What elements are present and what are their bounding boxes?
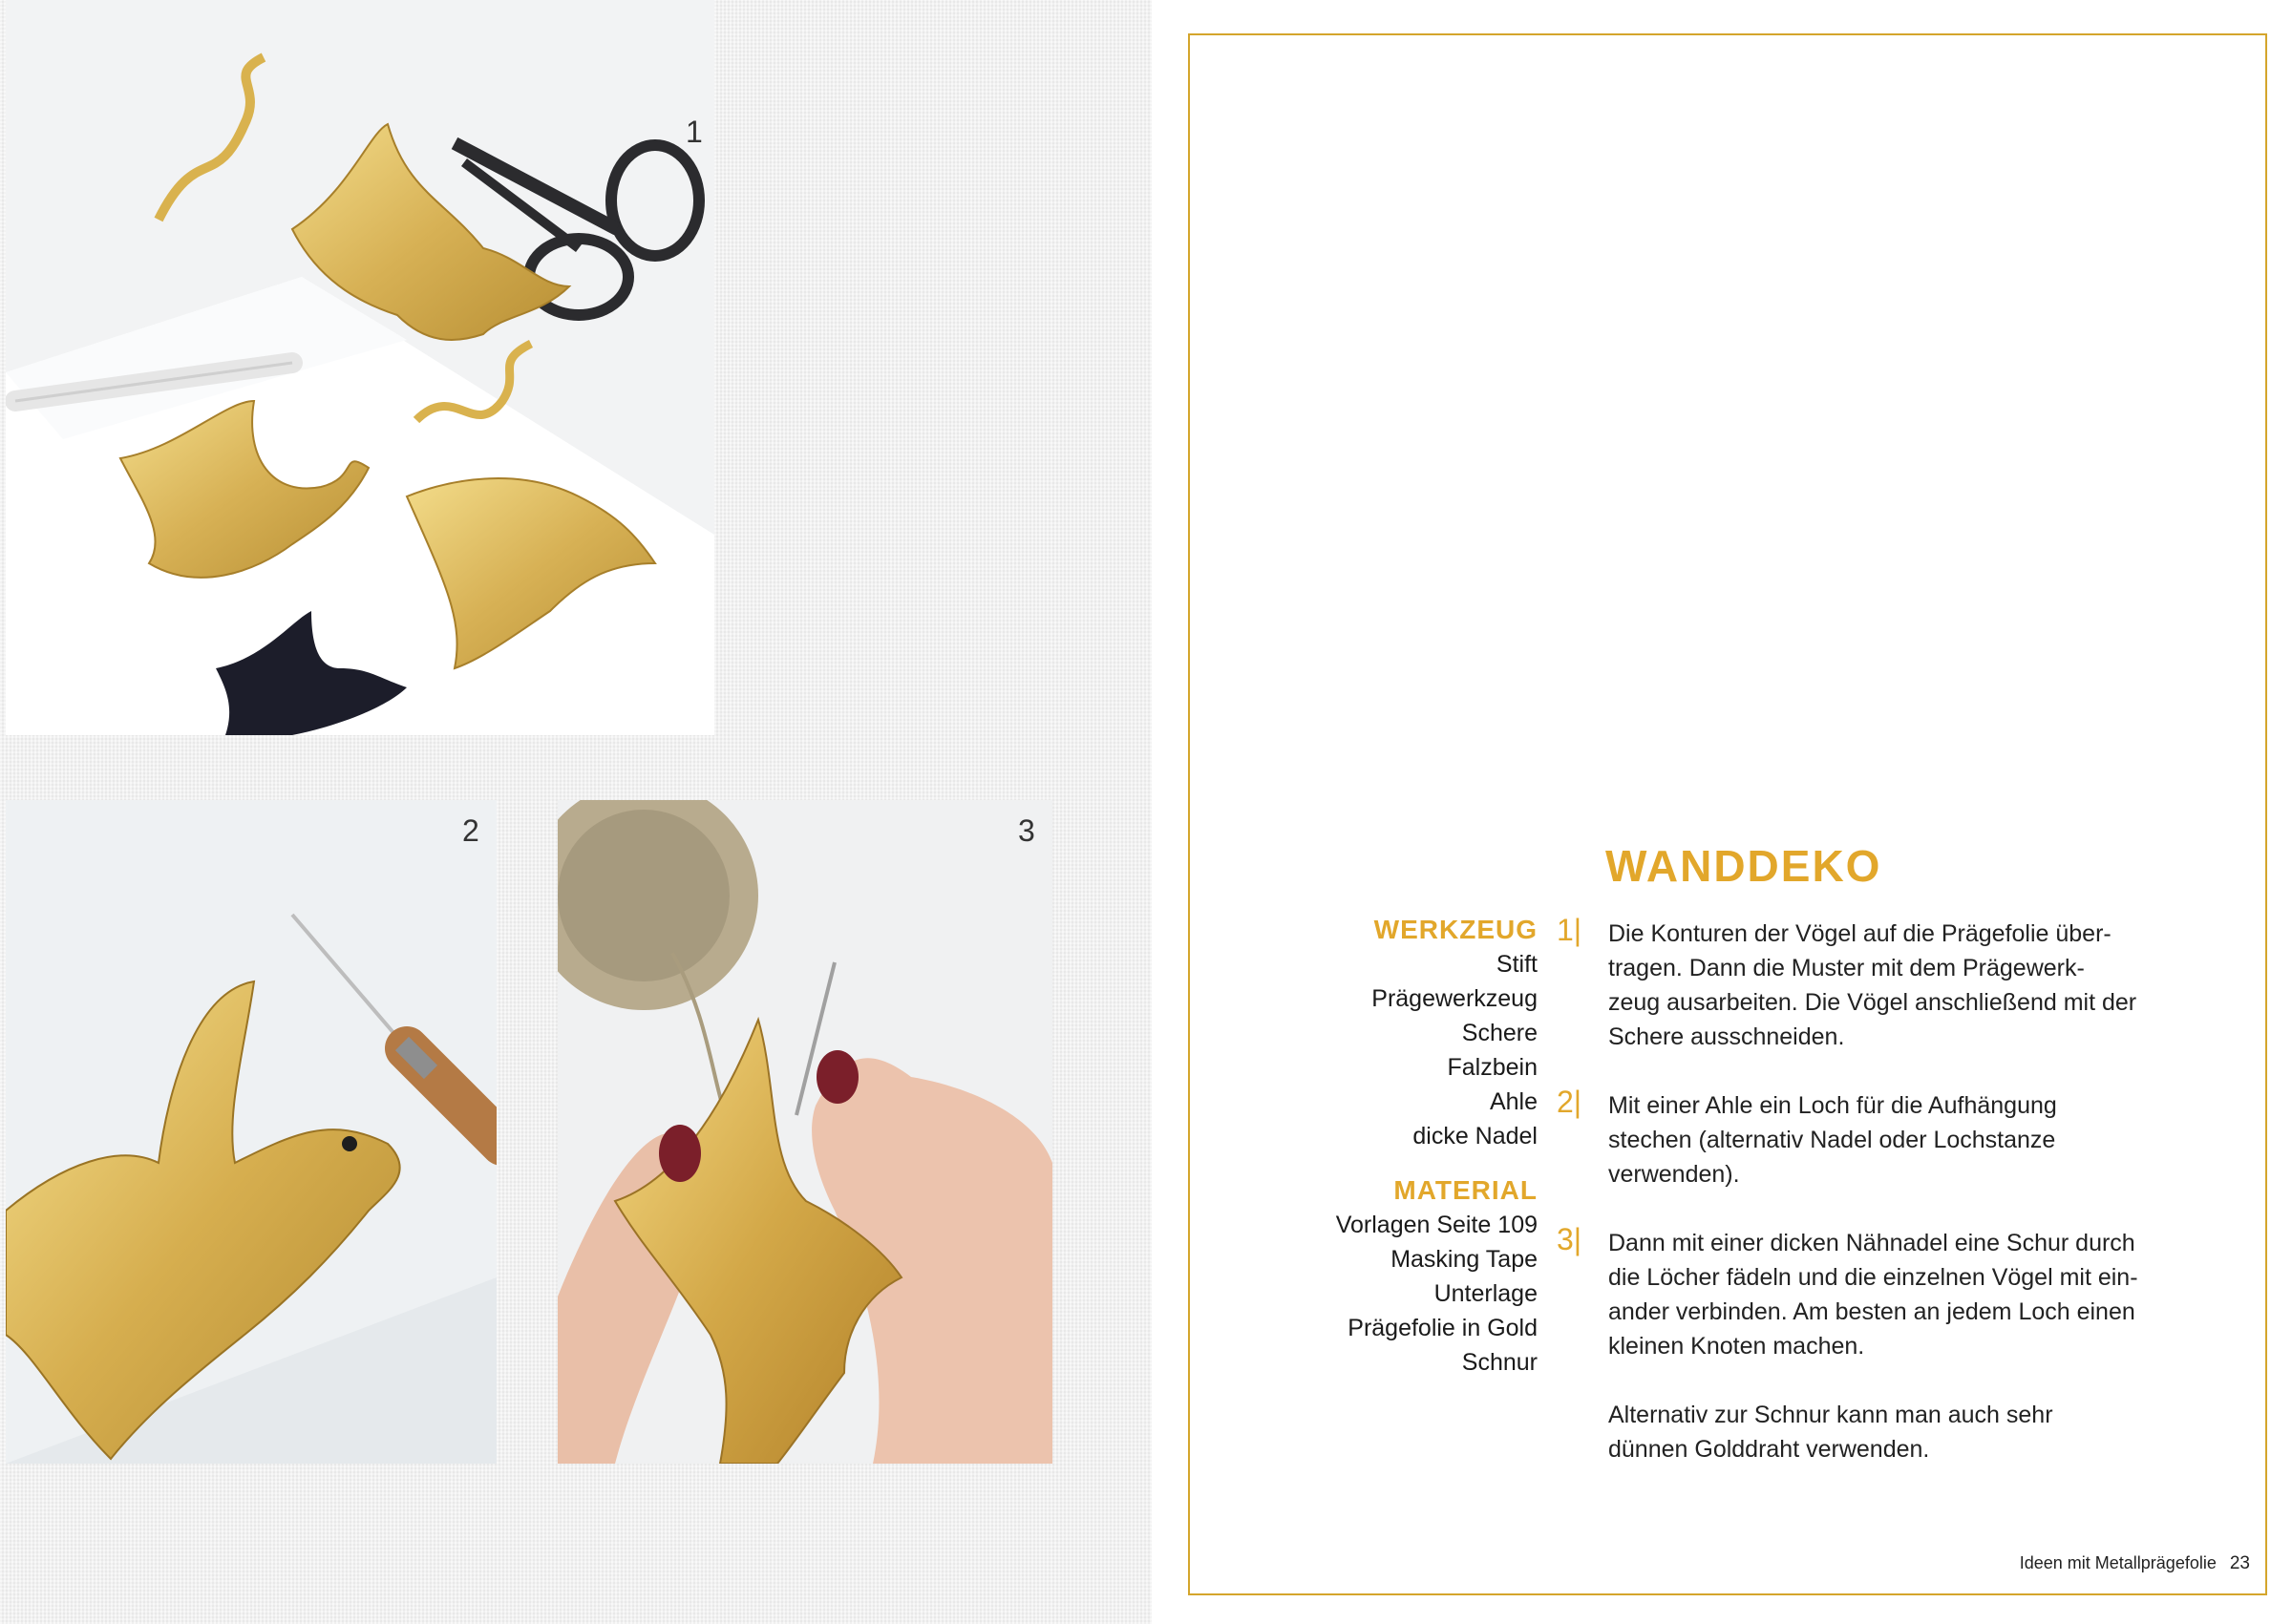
page-title: WANDDEKO (1605, 841, 1882, 891)
photo-3 (558, 800, 1052, 1464)
photo-1 (6, 0, 714, 735)
step-text: Die Konturen der Vögel auf die Prägefolie über- tragen. Dann die Muster mit dem Prägewerk- zeug ausarbeiten. Die Vögel anschließend mit der Schere ausschneiden. (1608, 920, 2137, 1050)
material-group (1242, 1172, 1538, 1380)
material-heading: MATERIAL (1393, 1175, 1538, 1205)
photo-1-number: 1 (686, 115, 703, 149)
material-item: Masking Tape (1390, 1246, 1538, 1273)
photo-3-image (558, 800, 1052, 1464)
photo-3-number: 3 (1018, 813, 1035, 848)
material-item: Schnur (1461, 1349, 1538, 1376)
step-text: Mit einer Ahle ein Loch für die Aufhängung stechen (alternativ Nadel oder Lochstanze verwenden). (1608, 1092, 2057, 1188)
werkzeug-item: Falzbein (1447, 1054, 1538, 1081)
instructions (1557, 913, 2216, 1466)
photo-2-image (6, 800, 497, 1464)
material-item: Prägefolie in Gold (1348, 1315, 1538, 1341)
werkzeug-item: Stift (1496, 951, 1538, 978)
werkzeug-item: Prägewerkzeug (1371, 985, 1538, 1012)
tip-note: Alternativ zur Schnur kann man auch sehr dünnen Golddraht verwenden. (1608, 1402, 2053, 1463)
material-list (1242, 1208, 1538, 1380)
step-number: 1| (1557, 913, 1582, 947)
material-item: Vorlagen Seite 109 (1335, 1212, 1538, 1238)
photo-2 (6, 800, 497, 1464)
page-number: 23 (2229, 1553, 2250, 1573)
photo-1-image (6, 0, 714, 735)
material-item: Unterlage (1433, 1280, 1538, 1307)
step-1 (1557, 913, 2216, 1054)
werkzeug-item: Schere (1461, 1020, 1538, 1046)
page-footer (2020, 1553, 2250, 1574)
materials-column (1242, 912, 1538, 1380)
photo-2-number: 2 (462, 813, 479, 848)
werkzeug-group (1242, 912, 1538, 1153)
step-3 (1557, 1222, 2216, 1363)
werkzeug-item: Ahle (1489, 1088, 1538, 1115)
werkzeug-heading: WERKZEUG (1373, 915, 1538, 944)
footer-book-title: Ideen mit Metallprägefolie (2019, 1553, 2217, 1572)
step-number: 2| (1557, 1085, 1582, 1119)
werkzeug-list (1242, 947, 1538, 1153)
step-number: 3| (1557, 1222, 1582, 1256)
werkzeug-item: dicke Nadel (1412, 1123, 1538, 1149)
step-2 (1557, 1085, 2216, 1192)
step-text: Dann mit einer dicken Nähnadel eine Schur durch die Löcher fädeln und die einzelnen Vögel mit ein- ander verbinden. Am besten an jedem Loch einen kleinen Knoten machen. (1608, 1230, 2138, 1360)
